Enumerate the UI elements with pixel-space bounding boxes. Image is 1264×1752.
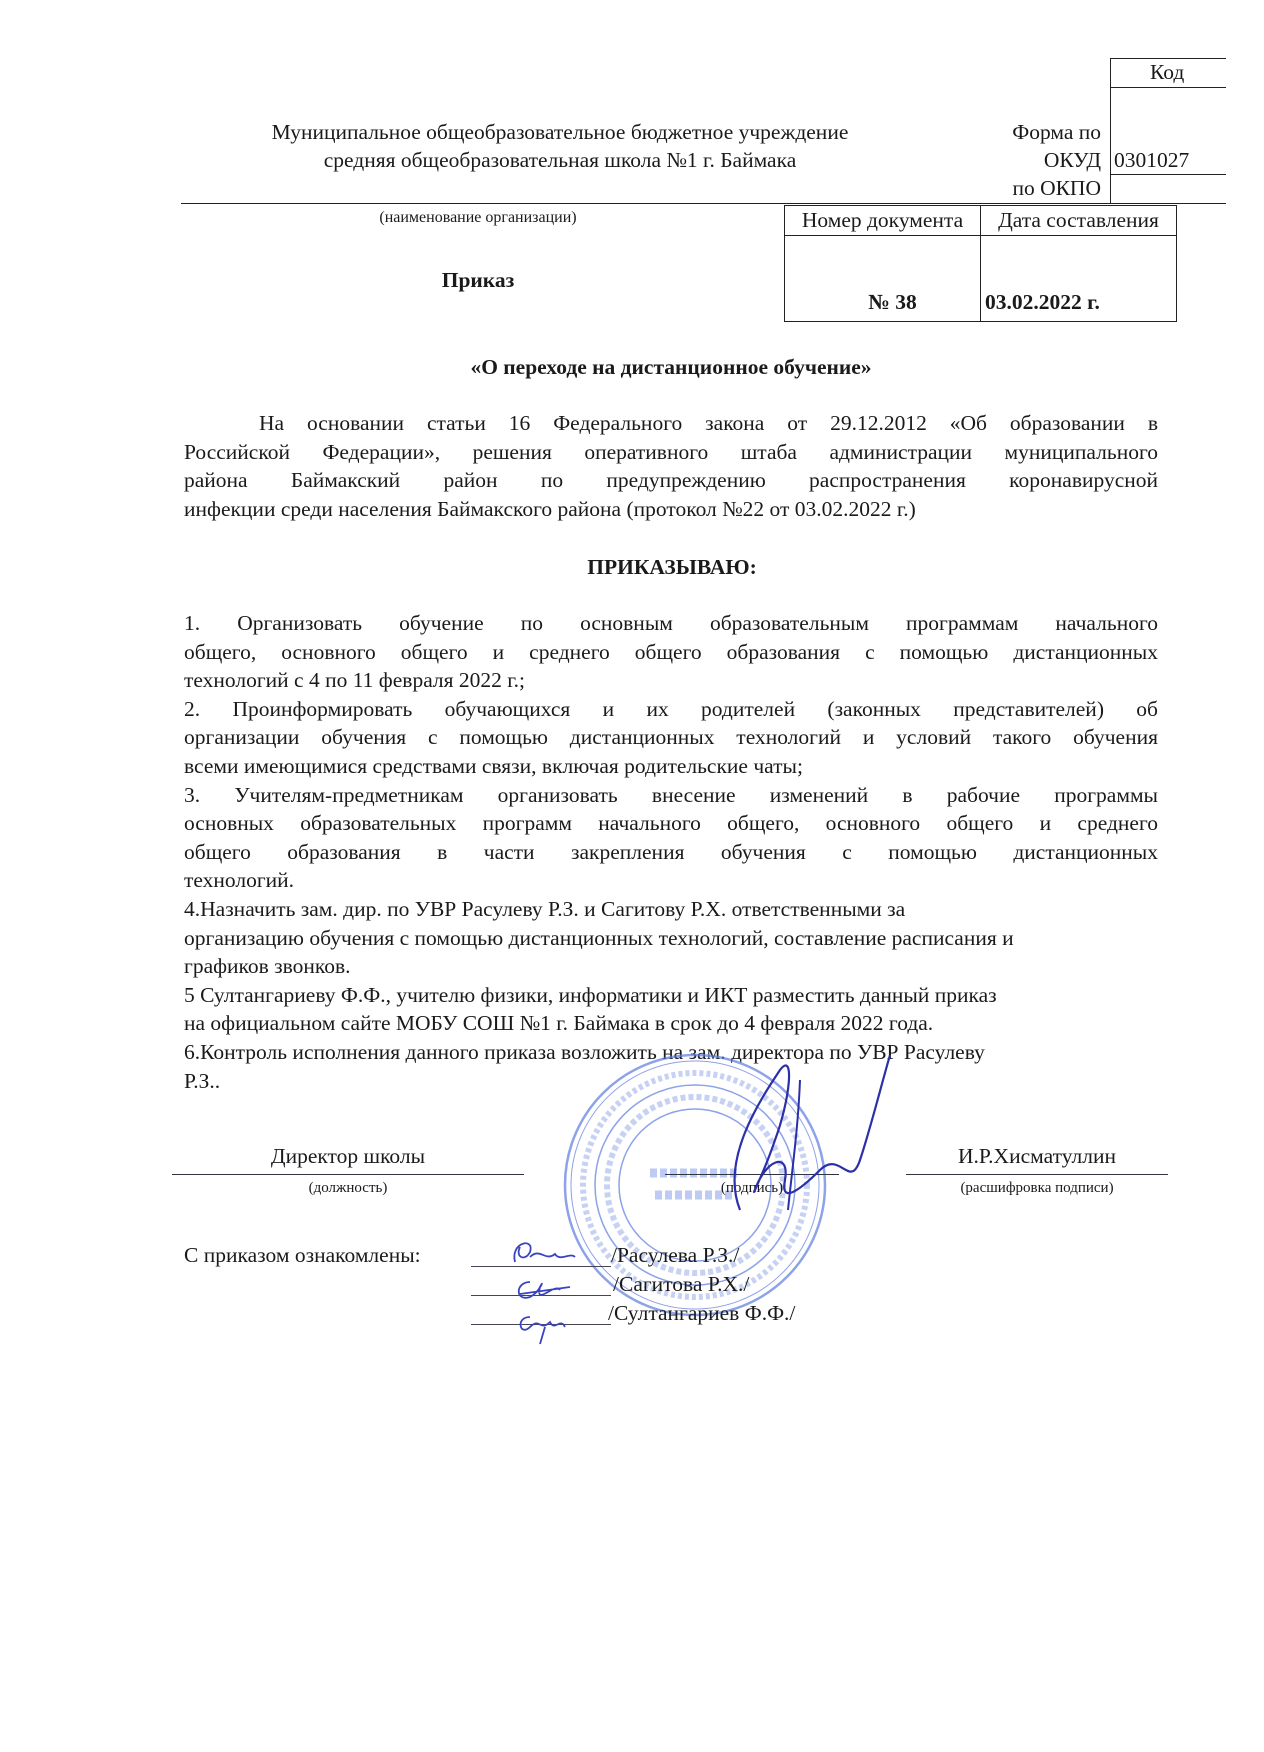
- acquainted-name: /Сагитова Р.Х./: [613, 1272, 750, 1296]
- order-item-line: технологий с 4 по 11 февраля 2022 г.;: [184, 668, 526, 693]
- acquainted-name: /Султангариев Ф.Ф./: [608, 1301, 796, 1325]
- signature-caption: (подпись): [720, 1180, 784, 1196]
- order-item-line: 2. Проинформировать обучающихся и их родителей (законных представителей) об: [184, 696, 1158, 721]
- intro-line: инфекции среди населения Баймакского района (протокол №22 от 03.02.2022 г.): [184, 496, 916, 521]
- acq-line: [471, 1266, 611, 1267]
- order-item-line: технологий.: [184, 868, 295, 893]
- org-underline: [181, 203, 1226, 204]
- doc-date: 03.02.2022 г.: [985, 290, 1100, 314]
- order-item-line: графиков звонков.: [184, 954, 351, 979]
- code-table-divider: [1110, 58, 1111, 203]
- order-item-line: 3. Учителям-предметникам организовать внесение изменений в рабочие программы: [184, 782, 1158, 807]
- order-item-line: 6.Контроль исполнения данного приказа возложить на зам. директора по УВР Расулеву: [184, 1040, 985, 1064]
- code-header: Код: [1150, 60, 1185, 84]
- doc-number: № 38: [868, 290, 917, 314]
- acquainted-name: /Расулева Р.З./: [611, 1243, 740, 1267]
- acq-line: [471, 1295, 611, 1296]
- name-underline: [906, 1174, 1168, 1175]
- order-item-line: на официальном сайте МОБУ СОШ №1 г. Баймака в срок до 4 февраля 2022 года.: [184, 1011, 934, 1036]
- intro-line: района Баймакский район по предупреждению распространения коронавирусной: [184, 468, 1158, 493]
- name-caption: (расшифровка подписи): [960, 1180, 1114, 1196]
- org-name-line2: средняя общеобразовательная школа №1 г. Баймака: [323, 148, 797, 172]
- order-item-line: основных образовательных программ начального общего, основного общего и среднего: [184, 811, 1158, 836]
- position-caption: (должность): [308, 1180, 388, 1196]
- org-caption: (наименование организации): [379, 209, 577, 226]
- order-item-line: 4.Назначить зам. дир. по УВР Расулеву Р.З. и Сагитову Р.Х. ответственными за: [184, 897, 906, 921]
- doc-title: «О переходе на дистанционное обучение»: [470, 355, 872, 379]
- order-item-line: организацию обучения с помощью дистанционных технологий, составление расписания и: [184, 925, 1014, 950]
- order-item-line: всеми имеющимися средствами связи, включая родительские чаты;: [184, 754, 803, 778]
- okpo-label: по ОКПО: [1012, 176, 1101, 200]
- form-label: Форма по: [1012, 120, 1101, 144]
- intro-line: На основании статьи 16 Федерального закона от 29.12.2012 «Об образовании в: [259, 411, 1158, 435]
- position-underline: [172, 1174, 524, 1175]
- acquainted-label: С приказом ознакомлены:: [184, 1243, 421, 1267]
- order-word: ПРИКАЗЫВАЮ:: [587, 555, 757, 579]
- doc-date-header: Дата составления: [998, 208, 1159, 232]
- order-item-line: общего образования в части закрепления обучения с помощью дистанционных: [184, 839, 1158, 864]
- okud-code: 0301027: [1114, 148, 1190, 172]
- doc-table-header-line: [785, 235, 1176, 236]
- order-item-line: общего, основного общего и среднего общего образования с помощью дистанционных: [184, 639, 1158, 664]
- doc-number-header: Номер документа: [801, 208, 964, 232]
- order-item-line: организации обучения с помощью дистанционных технологий и условий такого обучения: [184, 725, 1158, 750]
- signature-underline: [665, 1174, 839, 1175]
- okud-label: ОКУД: [1043, 148, 1101, 172]
- signer-name: И.Р.Хисматуллин: [958, 1144, 1116, 1168]
- doc-number-table: [784, 205, 1177, 322]
- order-item-line: Р.З..: [184, 1068, 221, 1093]
- code-table-line: [1110, 87, 1226, 88]
- doc-type: Приказ: [441, 268, 515, 292]
- acquaintance-signatures-icon: [500, 1232, 600, 1347]
- order-item-line: 5 Султангариеву Ф.Ф., учителю физики, информатики и ИКТ разместить данный приказ: [184, 982, 997, 1007]
- intro-line: Российской Федерации», решения оперативного штаба администрации муниципального: [184, 439, 1158, 464]
- code-table-line: [1110, 174, 1226, 175]
- order-item-line: 1. Организовать обучение по основным образовательным программам начального: [184, 611, 1158, 635]
- position: Директор школы: [270, 1144, 426, 1168]
- org-name-line1: Муниципальное общеобразовательное бюджетное учреждение: [271, 120, 849, 144]
- acq-line: [471, 1324, 611, 1325]
